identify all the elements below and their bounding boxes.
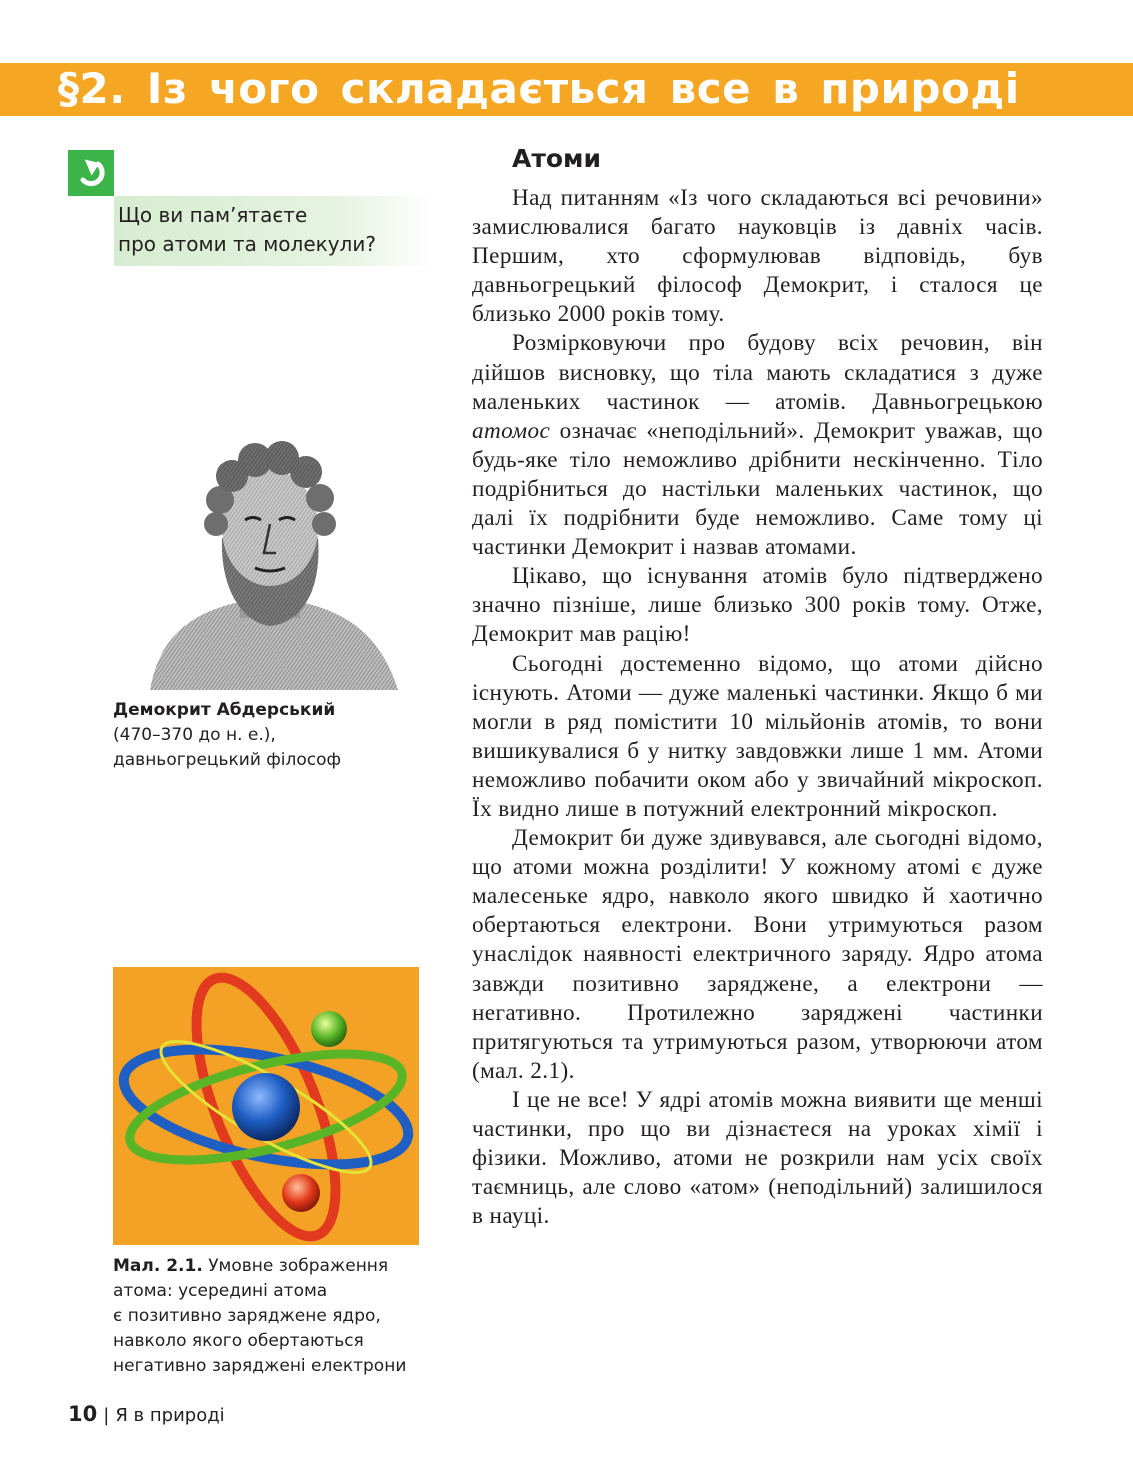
undo-arrow-icon [68,150,114,196]
body-text [472,184,1043,1231]
paragraph: Розмірковуючи про будову всіх речовин, він дійшов висновку, що тіла мають складатися з дуже маленьких частинок — атомів. Давньогрецькою атомос означає «неподільний». Демокрит уважав, що будь-яке тіло неможливо дрібнити нескінченно. Тіло подрібниться до настільки маленьких частинок, що далі їх подрібнити буде неможливо. Саме тому ці частинки Демокрит і назвав атомами. [472,330,1043,561]
paragraph: Над питанням «Із чого складаються всі речовини» замислювалися багато науковців із давніх часів. Першим, хто сформулював відповідь, був давньогрецький філософ Демокрит, і сталося це близько 2000 років тому. [472,185,1043,328]
page-footer [68,1400,225,1428]
portrait-role: давньогрецький філософ [113,750,342,770]
paragraph: І це не все! У ядрі атомів можна виявити ще менші частинки, про що ви дізнаєтеся на уроках хімії і фізики. Можливо, атоми не розкрили нам усіх своїх таємниць, але слово «атом» (неподільний) залишилося в науці. [472,1086,1043,1230]
portrait-dates: (470–370 до н. е.), [113,725,276,745]
page-title: §2. Із чого складається все в природі [58,64,1020,113]
democritus-portrait [140,428,398,690]
figure-caption: Мал. 2.1. Умовне зображення атома: усередині атома є позитивно заряджене ядро, навколо якого обертаються негативно заряджені електрони [113,1256,407,1376]
footer-separator: | [103,1405,110,1426]
portrait-name: Демокрит Абдерський [113,700,336,720]
italic-term: атомос [472,417,551,444]
recall-question: Що ви пам’ятаєте про атоми та молекули? [118,203,376,256]
paragraph: Демокрит би дуже здивувався, але сьогодні відомо, що атоми можна розділити! У кожному атомі є дуже малесеньке ядро, навколо якого швидко й хаотично обертаються електрони. Вони утримуються разом унаслідок наявності електричного заряду. Ядро атома завжди позитивно заряджене, а електрони — негативно. Протилежно заряджені частинки притягуються та утримуються разом, утворюючи атом (мал. 2.1). [472,825,1043,1084]
paragraph: Цікаво, що існування атомів було підтверджено значно пізніше, лише близько 300 років тому. Отже, Демокрит мав рацію! [472,563,1043,648]
section-heading: Атоми [512,144,601,173]
book-title: Я в природі [115,1405,225,1426]
figure-label: Мал. 2.1. [113,1256,203,1276]
page-number: 10 [68,1402,98,1426]
portrait-caption [113,698,413,773]
paragraph: Сьогодні достеменно відомо, що атоми дійсно існують. Атоми — дуже маленькі частинки. Якщо б ми могли в ряд помістити 10 мільйонів атомів, то вони вишикувалися б у нитку завдовжки лише 1 мм. Атоми неможливо побачити оком або у звичайний мікроскоп. Їх видно лише в потужний електронний мікроскоп. [472,650,1043,822]
atom-illustration [113,967,419,1245]
